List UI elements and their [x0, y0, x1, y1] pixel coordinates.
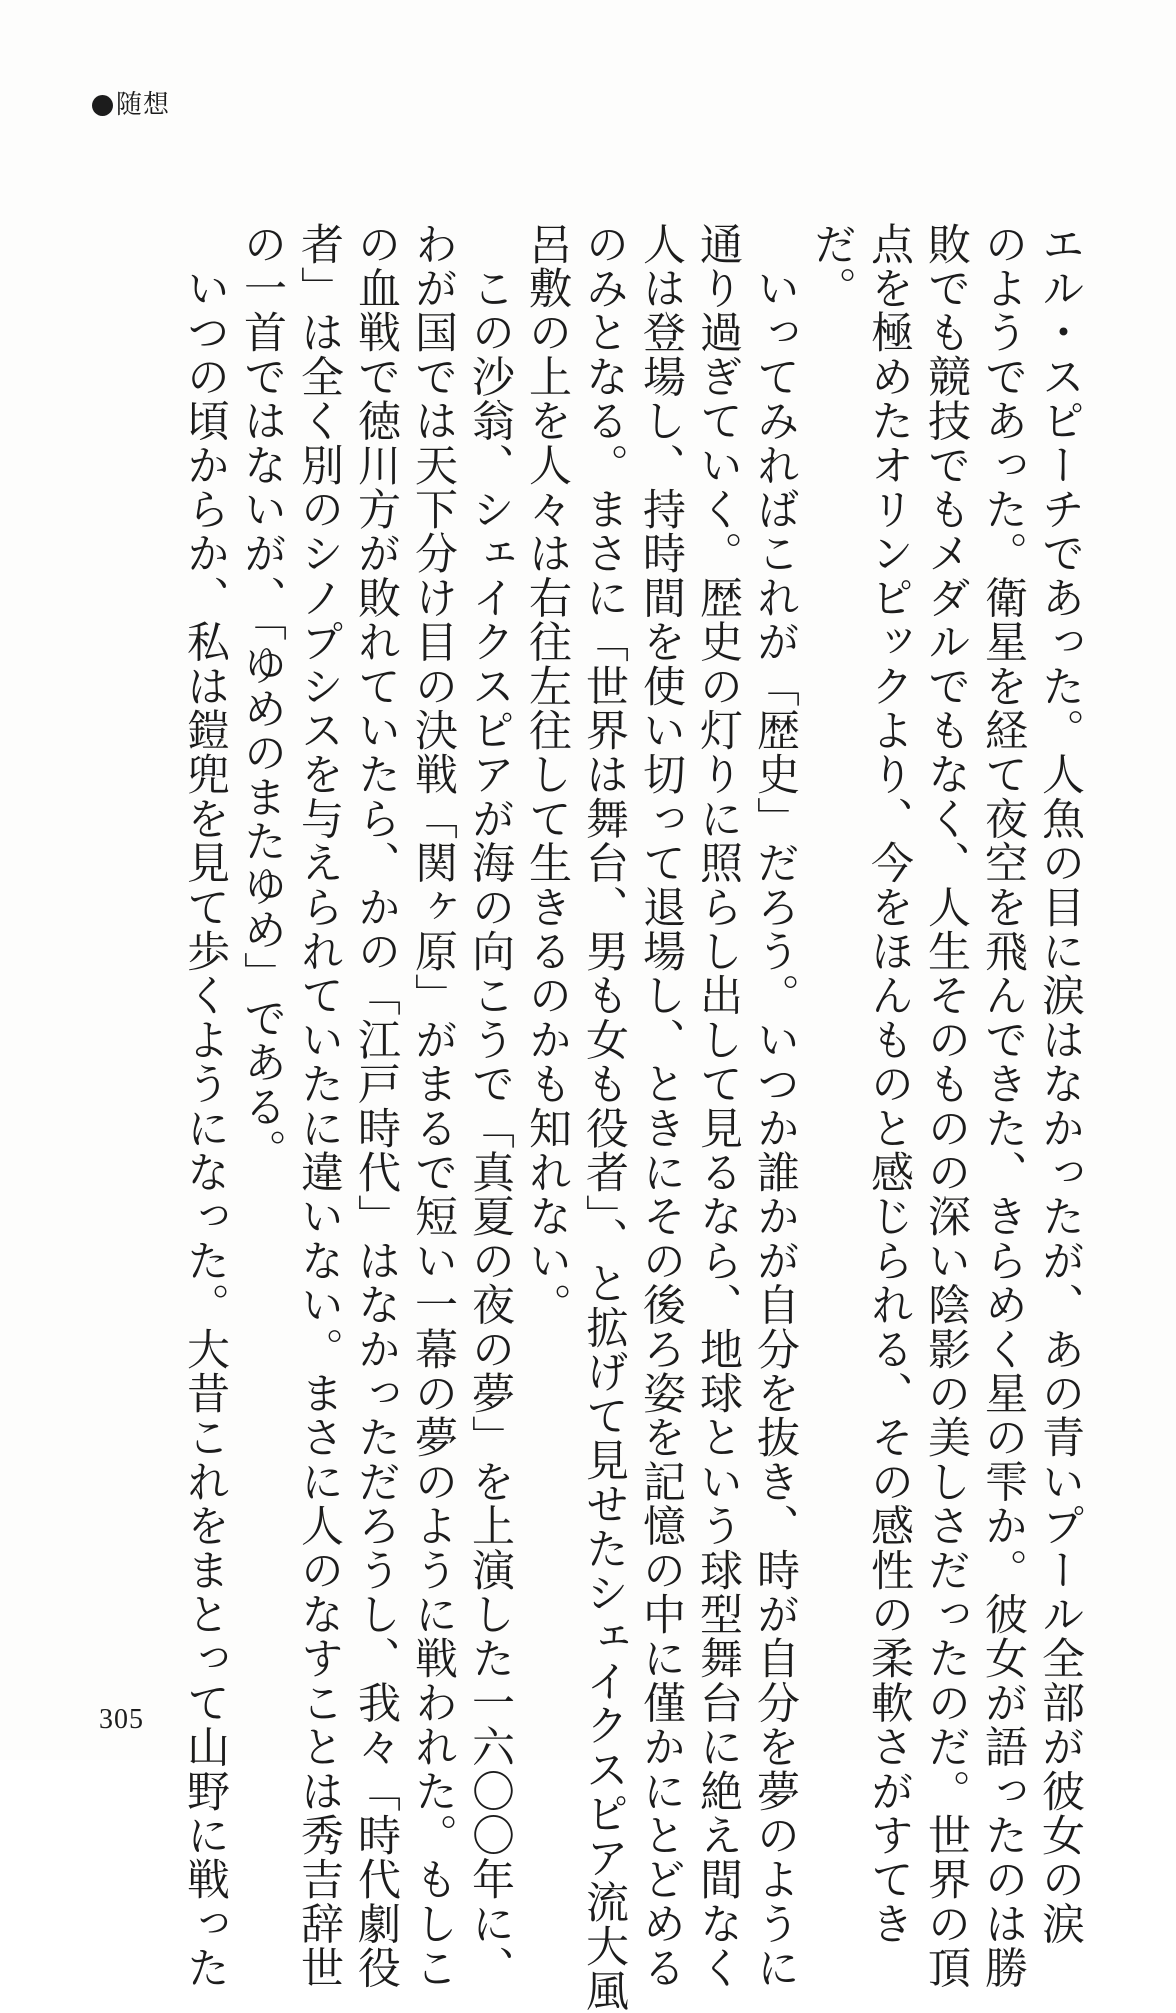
- text-column: の一首ではないが、「ゆめのまたゆめ」である。: [237, 222, 287, 1173]
- bullet-icon: [92, 95, 113, 116]
- section-header: [92, 92, 170, 118]
- text-column: エル・スピーチであった。人魚の目に涙はなかったが、あの青いプール全部が彼女の涙: [1035, 222, 1085, 1946]
- text-column: のみとなる。まさに「世界は舞台、男も女も役者」、と拡げて見せたシェイクスピア流大風: [579, 222, 629, 2013]
- text-column: いつの頃からか、私は鎧兜を見て歩くようになった。大昔これをまとって山野に戦った: [180, 222, 230, 1990]
- text-column: 人は登場し、持時間を使い切って退場し、ときにその後ろ姿を記憶の中に僅かにとどめる: [636, 222, 686, 1990]
- text-column: のようであった。衛星を経て夜空を飛んできた、きらめく星の雫か。彼女が語ったのは勝: [978, 222, 1028, 1990]
- body-text: [176, 222, 1088, 2013]
- text-column: 敗でも競技でもメダルでもなく、人生そのものの深い陰影の美しさだったのだ。世界の頂: [921, 222, 971, 1990]
- text-column: 点を極めたオリンピックより、今をほんものと感じられる、その感性の柔軟さがすてき: [864, 222, 914, 1946]
- text-column: この沙翁、シェイクスピアが海の向こうで「真夏の夜の夢」を上演した一六〇〇年に、: [465, 222, 515, 1990]
- text-column: 呂敷の上を人々は右往左往して生きるのかも知れない。: [522, 222, 572, 1327]
- text-column: の血戦で徳川方が敗れていたら、かの「江戸時代」はなかっただろうし、我々「時代劇役: [351, 222, 401, 1990]
- text-column: いってみればこれが「歴史」だろう。いつか誰かが自分を抜き、時が自分を夢のように: [750, 222, 800, 1990]
- text-column: 通り過ぎていく。歴史の灯りに照らし出して見るなら、地球という球型舞台に絶え間なく: [693, 222, 743, 1990]
- text-column: 者」は全く別のシノプシスを与えられていたに違いない。まさに人のなすことは秀吉辞世: [294, 222, 344, 1990]
- text-column: わが国では天下分け目の決戦「関ヶ原」がまるで短い一幕の夢のように戦われた。もしこ: [408, 222, 458, 1990]
- section-title: 随想: [116, 90, 171, 120]
- text-column: だ。: [807, 222, 857, 311]
- page-number: 305: [99, 1704, 144, 1735]
